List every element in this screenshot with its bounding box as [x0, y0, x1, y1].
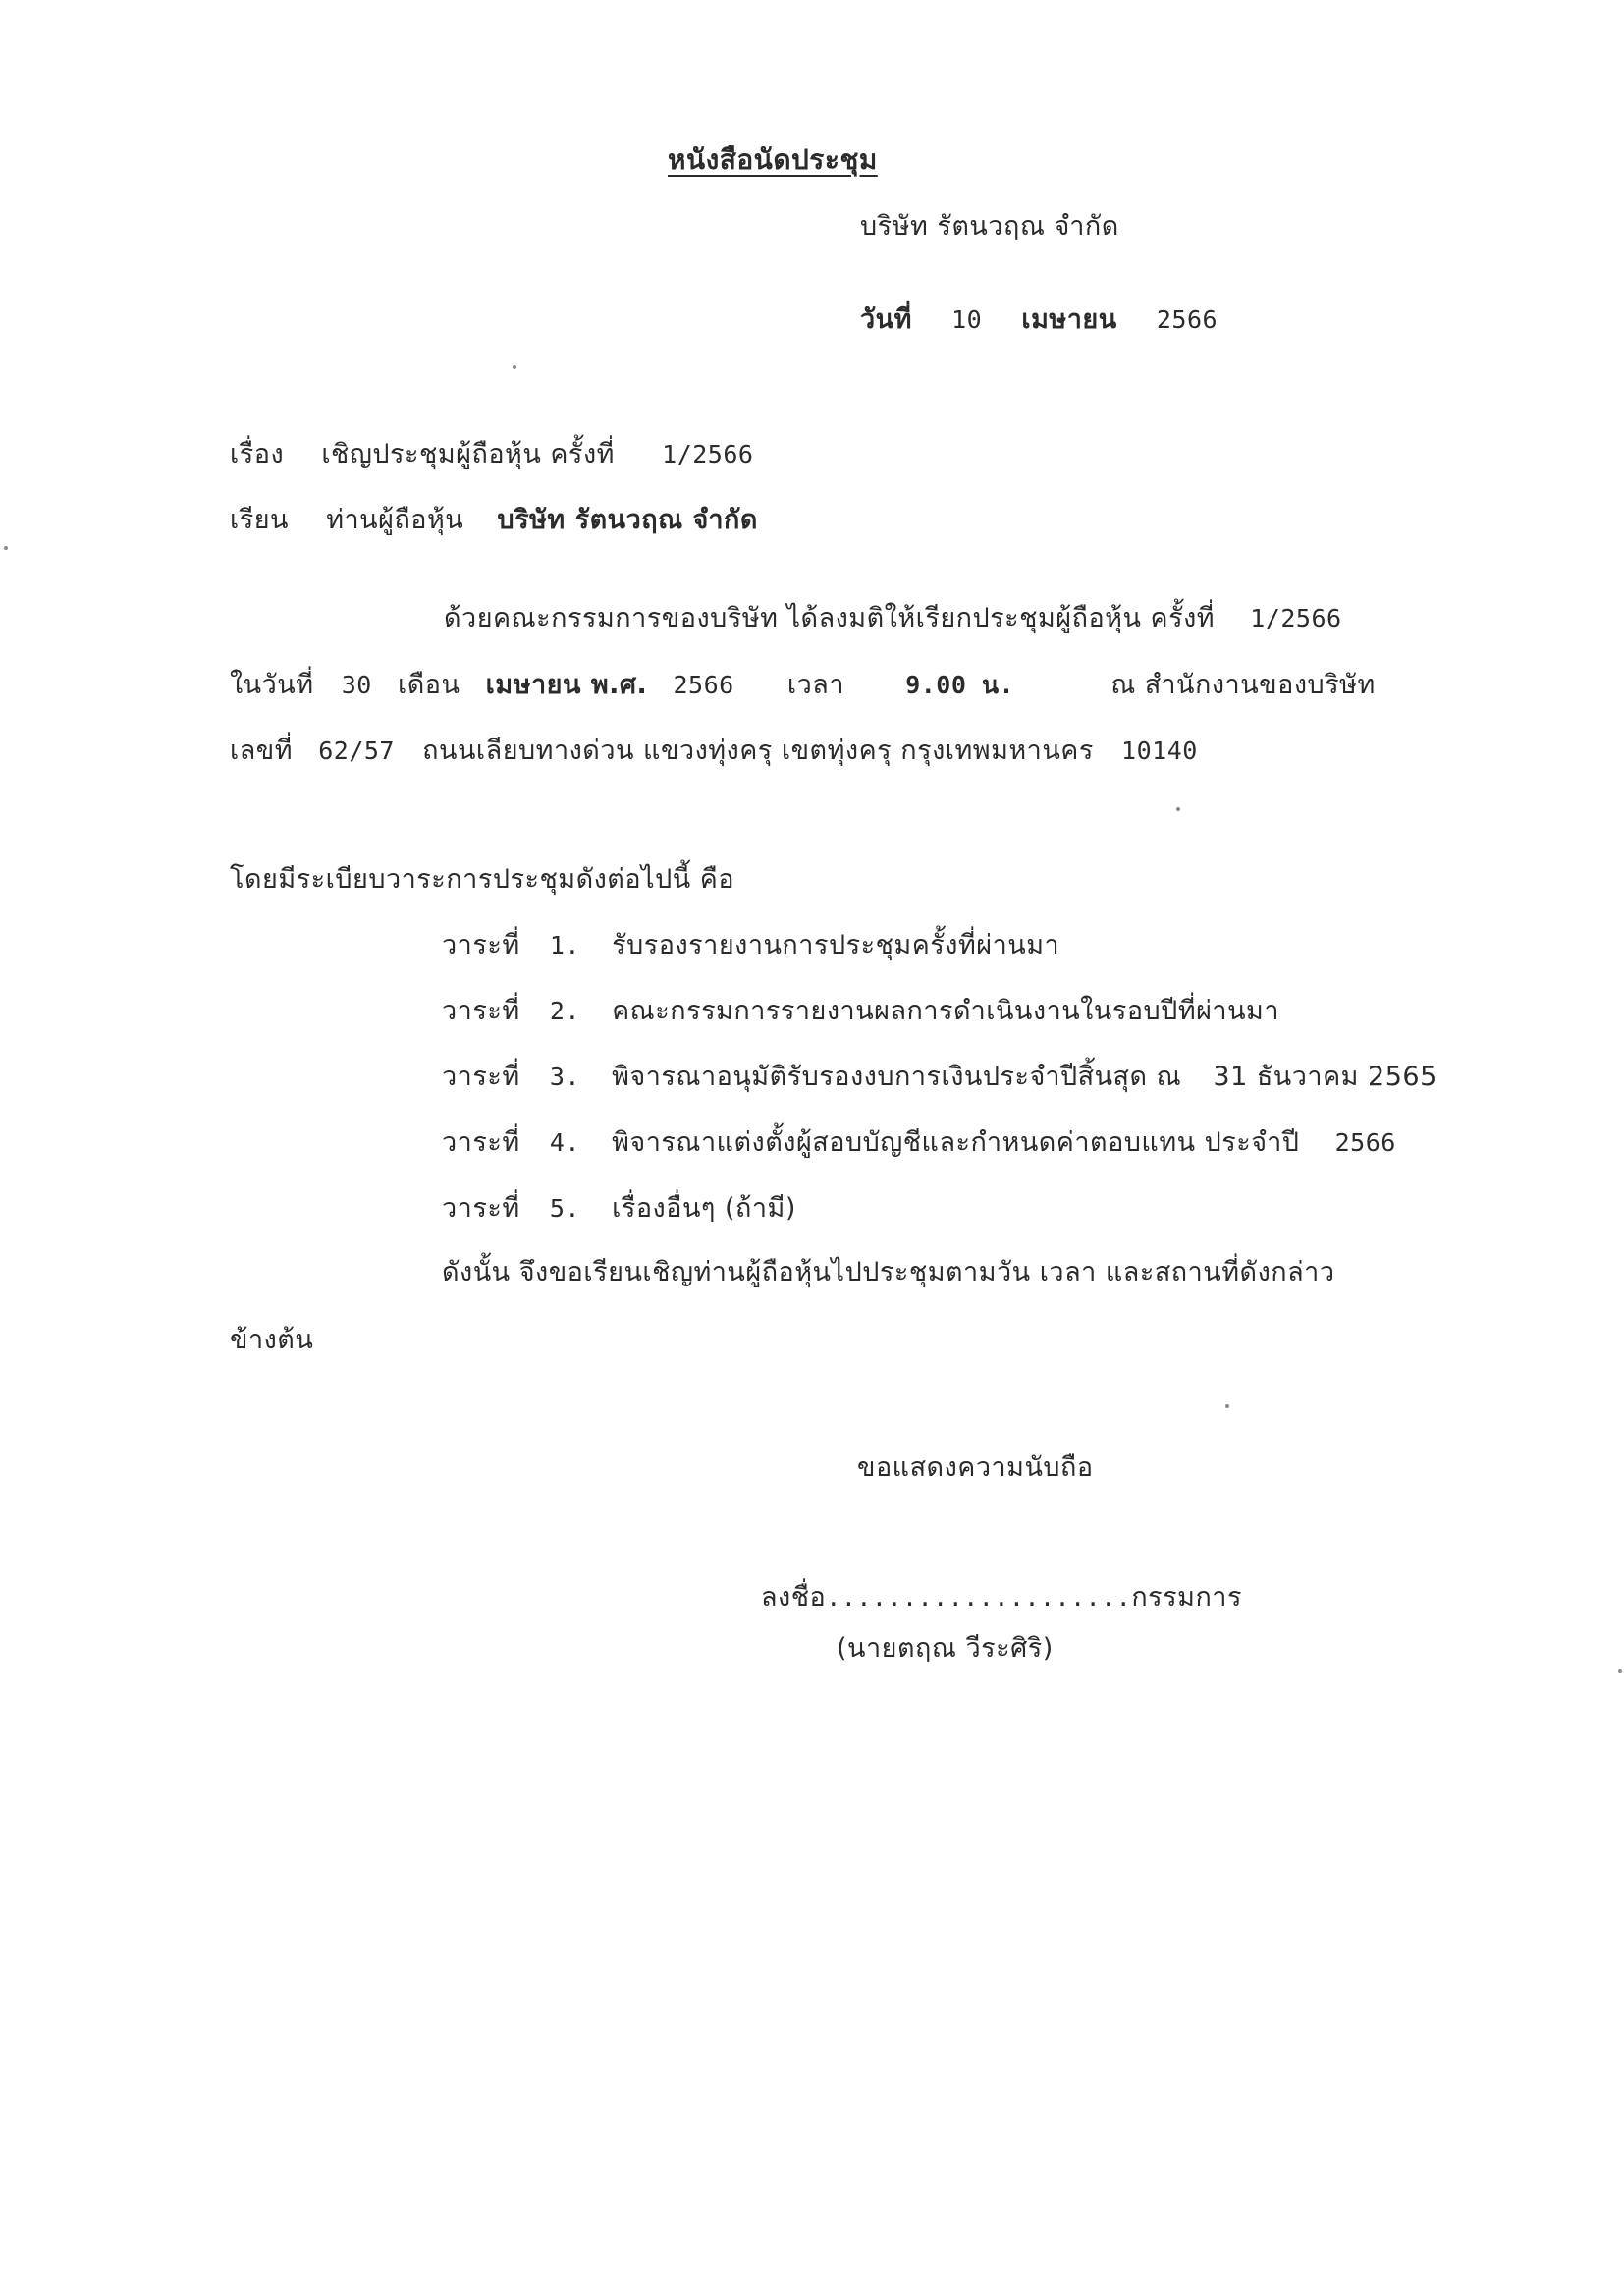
recipient-text: ท่านผู้ถือหุ้น	[326, 505, 464, 535]
meeting-time: 9.00 น.	[905, 671, 1015, 699]
closing-line-1: ดังนั้น จึงขอเรียนเชิญท่านผู้ถือหุ้นไปประชุมตามวัน เวลา และสถานที่ดังกล่าว	[442, 1257, 1335, 1287]
agenda-item	[442, 995, 1279, 1028]
subject-text: เชิญประชุมผู้ถือหุ้น ครั้งที่	[321, 439, 615, 469]
address-postcode: 10140	[1121, 737, 1198, 765]
signature-dots: ....................	[826, 1583, 1132, 1612]
subject-line	[230, 438, 753, 471]
agenda-item	[442, 1126, 1396, 1160]
agenda-number: 2.	[549, 997, 580, 1025]
meeting-month-label: เดือน	[398, 670, 460, 700]
agenda-number: 3.	[549, 1063, 580, 1091]
meeting-month: เมษายน พ.ศ.	[485, 670, 648, 700]
agenda-text: คณะกรรมการรายงานผลการดำเนินงานในรอบปีที่ผ่านมา	[612, 996, 1280, 1026]
scan-speck	[1618, 1669, 1622, 1673]
address-text: ถนนเลียบทางด่วน แขวงทุ่งครุ เขตทุ่งครุ กรุงเทพมหานคร	[422, 736, 1094, 766]
date-month: เมษายน	[1021, 304, 1117, 335]
regards: ขอแสดงความนับถือ	[857, 1452, 1094, 1483]
document-title: หนังสือนัดประชุม	[668, 143, 878, 176]
agenda-number: 5.	[549, 1194, 580, 1223]
agenda-item	[442, 1061, 1437, 1094]
agenda-tail: 2566	[1334, 1128, 1396, 1157]
body-line-2	[230, 669, 1376, 702]
agenda-tail: 31 ธันวาคม 2565	[1213, 1062, 1437, 1092]
subject-number: 1/2566	[662, 440, 754, 468]
body-line-3	[230, 735, 1198, 768]
signature-role: กรรมการ	[1131, 1582, 1242, 1613]
scan-speck	[1225, 1404, 1229, 1408]
body-line-1	[444, 602, 1342, 635]
agenda-item	[442, 1192, 796, 1226]
signature-line	[761, 1581, 1242, 1614]
date-day: 10	[951, 305, 983, 334]
agenda-label: วาระที่	[442, 930, 520, 960]
signature-prefix: ลงชื่อ	[761, 1582, 827, 1613]
agenda-label: วาระที่	[442, 996, 520, 1026]
subject-label: เรื่อง	[230, 439, 285, 469]
body-line-1-number: 1/2566	[1250, 604, 1342, 632]
agenda-text: พิจารณาอนุมัติรับรองงบการเงินประจำปีสิ้นสุด ณ	[612, 1062, 1182, 1092]
address-number: 62/57	[318, 737, 395, 765]
closing-line-2: ข้างต้น	[230, 1325, 314, 1355]
agenda-number: 1.	[549, 931, 580, 959]
meeting-day-label: ในวันที่	[230, 670, 314, 700]
agenda-number: 4.	[549, 1128, 580, 1157]
agenda-intro: โดยมีระเบียบวาระการประชุมดังต่อไปนี้ คือ	[230, 864, 735, 895]
agenda-item	[442, 929, 1059, 962]
address-label: เลขที่	[230, 736, 294, 766]
signatory-name: (นายตฤณ วีระศิริ)	[837, 1633, 1054, 1664]
recipient-label: เรียน	[230, 505, 290, 535]
agenda-label: วาระที่	[442, 1062, 520, 1092]
scan-speck	[1176, 807, 1180, 811]
agenda-text: เรื่องอื่นๆ (ถ้ามี)	[612, 1193, 796, 1224]
scan-speck	[4, 546, 8, 550]
date-year: 2566	[1156, 305, 1218, 334]
agenda-text: พิจารณาแต่งตั้งผู้สอบบัญชีและกำหนดค่าตอบแทน ประจำปี	[612, 1127, 1300, 1158]
recipient-company: บริษัท รัตนวฤณ จำกัด	[497, 505, 758, 535]
meeting-time-label: เวลา	[786, 670, 844, 700]
recipient-line	[230, 504, 758, 537]
agenda-text: รับรองรายงานการประชุมครั้งที่ผ่านมา	[612, 930, 1060, 960]
agenda-label: วาระที่	[442, 1193, 520, 1224]
scan-speck	[513, 365, 516, 369]
header-date	[860, 303, 1218, 337]
date-label: วันที่	[860, 304, 912, 335]
meeting-year: 2566	[673, 671, 734, 699]
agenda-label: วาระที่	[442, 1127, 520, 1158]
meeting-place: ณ สำนักงานของบริษัท	[1110, 670, 1376, 700]
header-company: บริษัท รัตนวฤณ จำกัด	[860, 211, 1119, 242]
body-line-1-text: ด้วยคณะกรรมการของบริษัท ได้ลงมติให้เรียกประชุมผู้ถือหุ้น ครั้งที่	[444, 603, 1216, 633]
meeting-day: 30	[341, 671, 372, 699]
